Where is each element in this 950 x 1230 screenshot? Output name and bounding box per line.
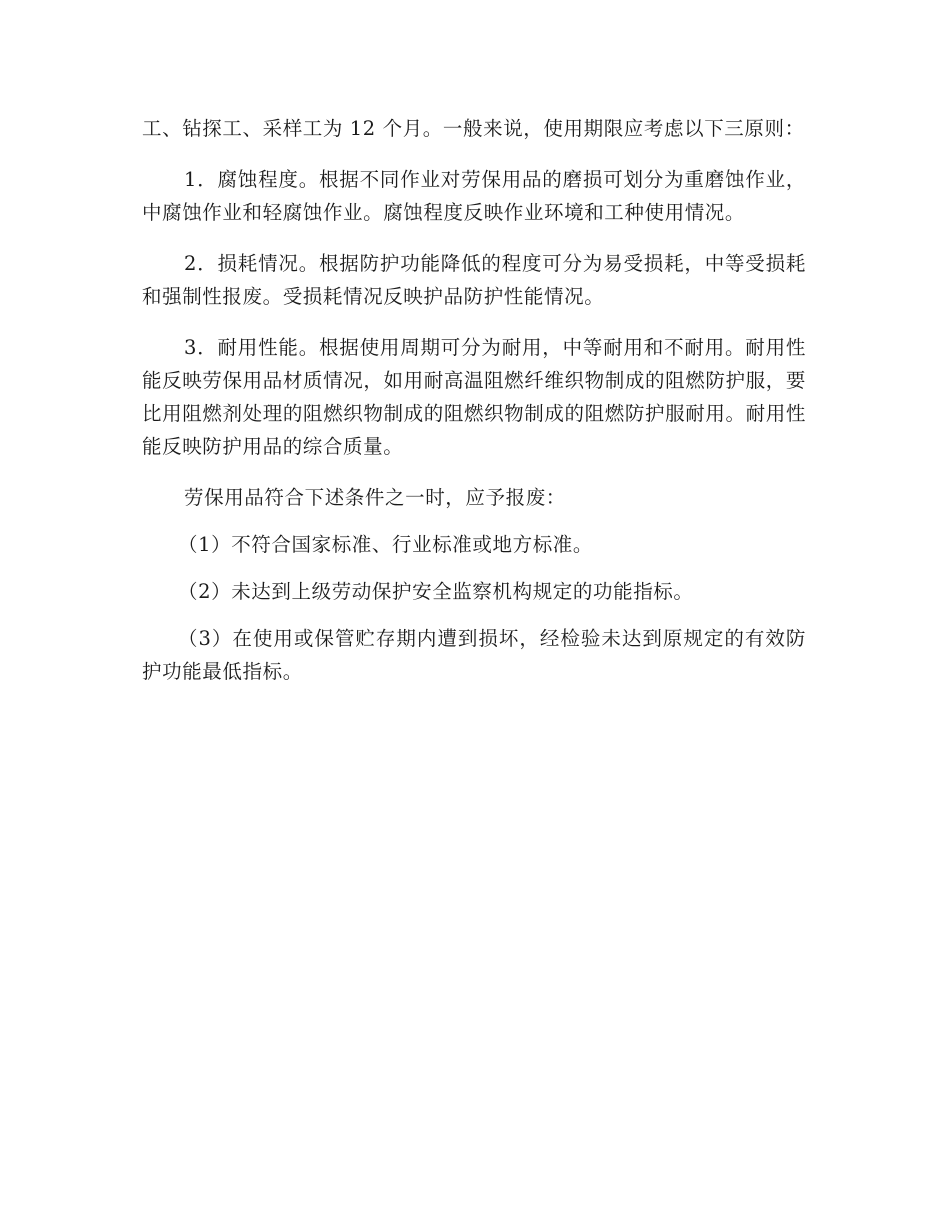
list-item-condition-1: （1）不符合国家标准、行业标准或地方标准。 (178, 533, 594, 556)
list-item-condition-3: （3）在使用或保管贮存期内遭到损坏，经检验未达到原规定的有效防护功能最低指标。 (142, 627, 806, 683)
document-page (142, 112, 806, 688)
paragraph-wear: 2．损耗情况。根据防护功能降低的程度可分为易受损耗，中等受损耗和强制性报废。受损耗情况反映护品防护性能情况。 (142, 252, 806, 308)
paragraph-scrap-conditions: 劳保用品符合下述条件之一时，应予报废： (184, 486, 566, 509)
paragraph-corrosion: 1．腐蚀程度。根据不同作业对劳保用品的磨损可划分为重磨蚀作业，中腐蚀作业和轻腐蚀作业。腐蚀程度反映作业环境和工种使用情况。 (142, 168, 806, 224)
paragraph-intro: 工、钻探工、采样工为 12 个月。一般来说，使用期限应考虑以下三原则： (142, 117, 805, 140)
paragraph-durability: 3．耐用性能。根据使用周期可分为耐用，中等耐用和不耐用。耐用性能反映劳保用品材质情况，如用耐高温阻燃纤维织物制成的阻燃防护服，要比用阻燃剂处理的阻燃织物制成的阻燃织物制成的阻燃防护服耐用。耐用性能反映防护用品的综合质量。 (142, 336, 806, 458)
list-item-condition-2: （2）未达到上级劳动保护安全监察机构规定的功能指标。 (178, 580, 694, 603)
